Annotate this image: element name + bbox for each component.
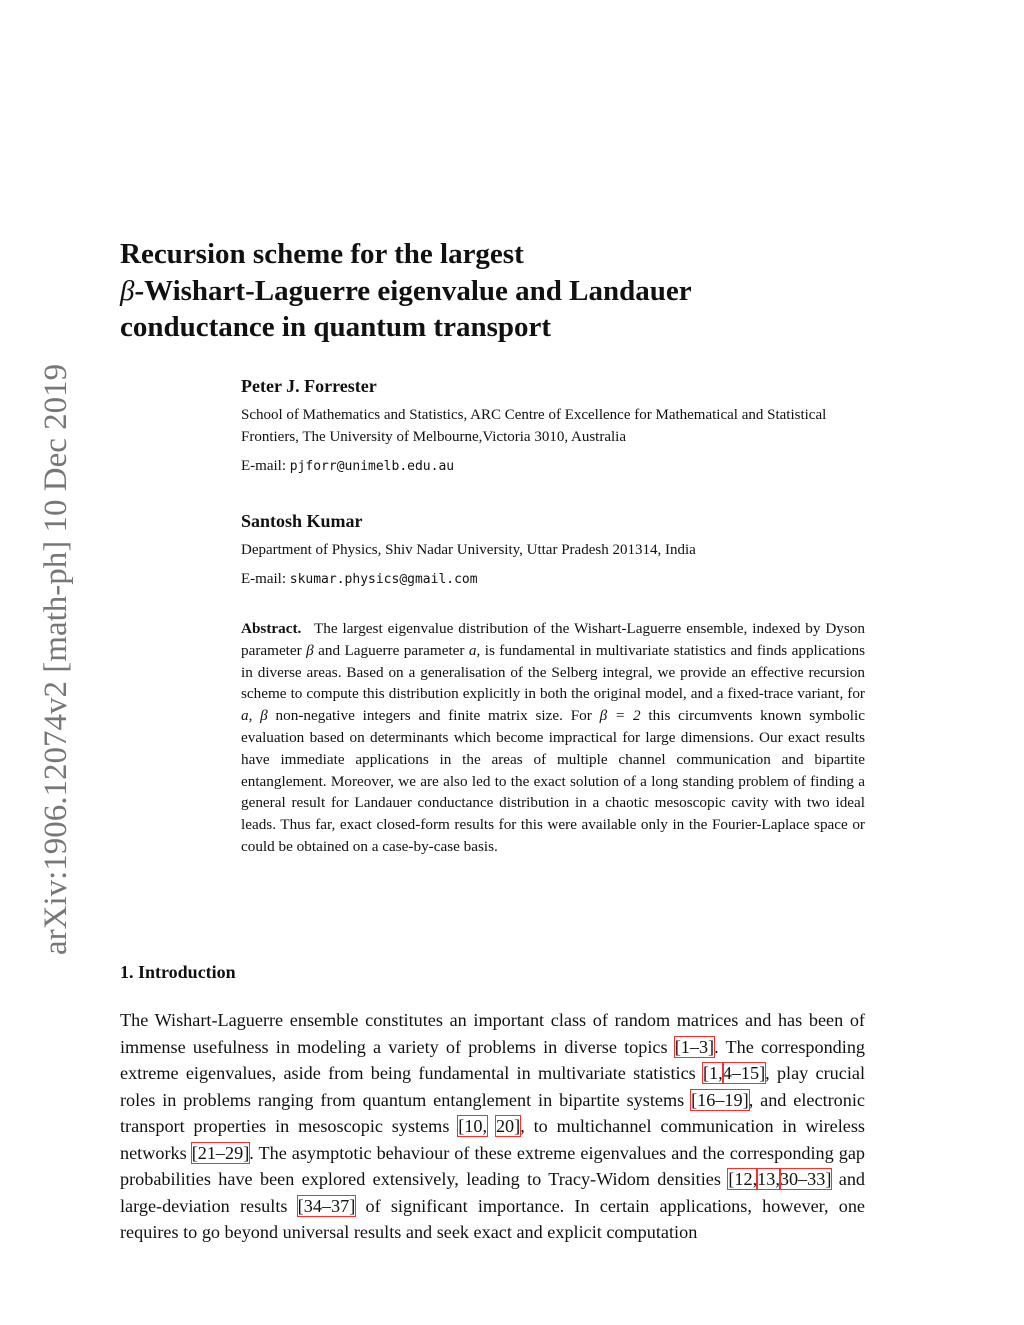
author-affiliation: School of Mathematics and Statistics, ARC Centre of Excellence for Mathematical and Statistical Frontiers, The University of Melbourne,Victoria 3010, Australia xyxy=(241,407,827,445)
body-text: , and electronic transport properties in mesoscopic systems xyxy=(120,1089,865,1136)
section-heading: 1. Introduction xyxy=(120,962,236,982)
body-text: , play crucial roles in problems ranging from quantum entanglement in bipartite systems xyxy=(120,1063,865,1110)
citation-link[interactable]: [21–29] xyxy=(191,1142,250,1163)
abstract xyxy=(241,618,865,858)
citation-link[interactable]: [34–37] xyxy=(297,1195,356,1216)
abstract-text: non-negative integers and finite matrix size. For xyxy=(275,707,592,725)
author-name: Santosh Kumar xyxy=(241,511,363,531)
paper-title xyxy=(120,236,880,346)
citation-link[interactable]: [12, xyxy=(728,1169,758,1189)
arxiv-identifier: arXiv:1906.12074v2 [math-ph] 10 Dec 2019 xyxy=(38,363,74,955)
body-text: . The corresponding extreme eigenvalues, aside from being fundamental in multivariate statistics xyxy=(120,1036,866,1083)
author-email-line xyxy=(241,458,454,475)
email-label: E-mail: xyxy=(241,571,286,587)
abstract-math: β = 2 xyxy=(599,707,641,725)
body-text: The Wishart-Laguerre ensemble constitutes an important class of random matrices and has been of immense usefulness in modeling a variety of problems in diverse topics xyxy=(120,1010,865,1057)
citation-link[interactable]: 13, xyxy=(757,1169,780,1189)
citation-link[interactable]: [1–3] xyxy=(674,1036,715,1057)
citation-link[interactable]: [10, xyxy=(458,1116,488,1136)
author-affiliation: Department of Physics, Shiv Nadar University, Uttar Pradesh 201314, India xyxy=(241,542,696,558)
abstract-math: β xyxy=(306,641,314,659)
body-text: , to multichannel communication in wireless networks xyxy=(120,1116,866,1163)
citation-link[interactable]: 30–33] xyxy=(779,1169,832,1189)
abstract-math: a xyxy=(468,641,477,659)
abstract-text: this circumvents known symbolic evaluation based on determinants which become impractical for large dimensions. Our exact results have immediate applications in the areas of multiple channel communication and bipartite entanglement. Moreover, we are also led to the exact solution of a long standing problem of finding a general result for Landauer conductance distribution in a chaotic mesoscopic cavity with two ideal leads. Thus far, exact closed-form results for this were available only in the Fourier-Laplace space or could be obtained on a case-by-case basis. xyxy=(241,707,865,855)
abstract-label: Abstract. xyxy=(241,620,302,637)
body-text: and large-deviation results xyxy=(120,1169,866,1216)
title-line-1: Recursion scheme for the largest xyxy=(120,238,524,270)
body-text: of significant importance. In certain applications, however, one requires to go beyond universal results and seek exact and explicit computation xyxy=(120,1195,865,1242)
abstract-text: and Laguerre parameter xyxy=(318,641,465,659)
citation-link[interactable]: 20] xyxy=(495,1116,521,1136)
abstract-math: a, β xyxy=(241,707,268,725)
abstract-text: , is fundamental in multivariate statistics and finds applications in diverse areas. Based on a generalisation of the Selberg integral, we provide an effective recursion scheme to compute this distribution explicitly in both the original model, and a fixed-trace variant, for xyxy=(241,641,866,703)
introduction-paragraph xyxy=(120,1007,865,1246)
author-name: Peter J. Forrester xyxy=(241,376,377,396)
body-text: . The asymptotic behaviour of these extreme eigenvalues and the corresponding gap probabilities have been explored extensively, leading to Tracy-Widom densities xyxy=(120,1142,866,1189)
title-beta-symbol: β xyxy=(120,274,135,307)
citation-link[interactable]: 4–15] xyxy=(722,1063,766,1083)
author-email-line xyxy=(241,571,478,588)
abstract-text: The largest eigenvalue distribution of the Wishart-Laguerre ensemble, indexed by Dyson parameter xyxy=(241,620,865,659)
title-line-2: -Wishart-Laguerre eigenvalue and Landauer xyxy=(134,274,692,307)
email-label: E-mail: xyxy=(241,458,286,474)
citation-link[interactable]: [1, xyxy=(703,1063,723,1083)
author-email[interactable]: pjforr@unimelb.edu.au xyxy=(289,459,455,474)
author-email[interactable]: skumar.physics@gmail.com xyxy=(289,572,478,587)
title-line-3: conductance in quantum transport xyxy=(120,311,552,343)
citation-link[interactable]: [16–19] xyxy=(691,1089,749,1110)
